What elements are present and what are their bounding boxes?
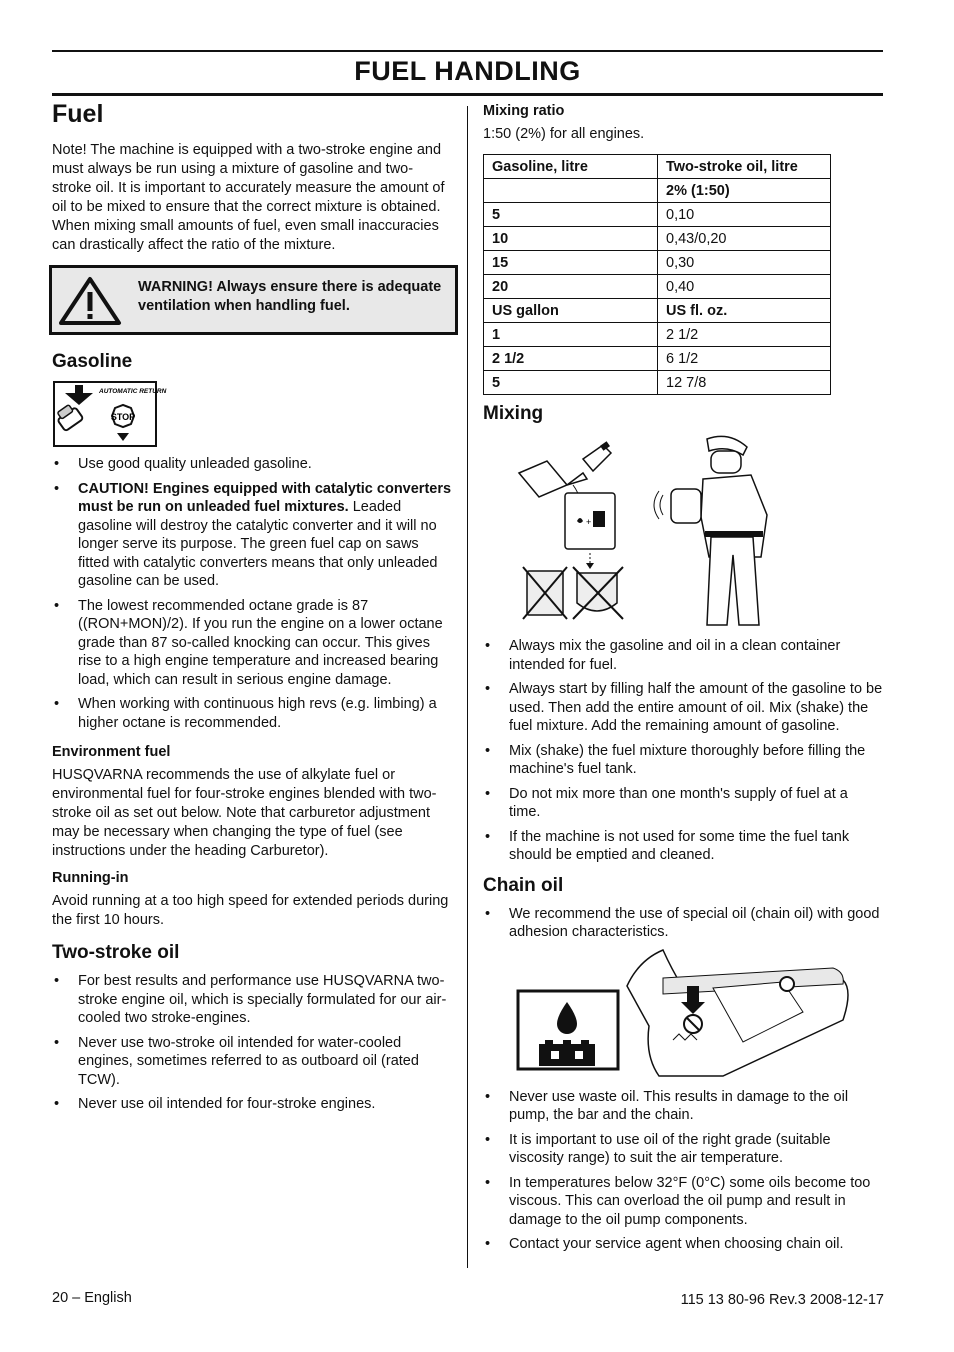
ratio-table-row	[484, 227, 831, 251]
two-stroke-item: • For best results and performance use HUSQVARNA two-stroke engine oil, which is specially formulated for our air-cooled two stroke-engines.	[52, 972, 452, 1028]
gasoline-item: • When working with continuous high revs (e.g. limbing) a higher octane is recommended.	[52, 695, 452, 732]
ratio-oil-cell: 12 7/8	[658, 371, 831, 395]
mixing-item: • If the machine is not used for some time the fuel tank should be emptied and cleaned.	[483, 828, 883, 865]
ratio-gasoline-cell: 5	[484, 203, 658, 227]
fuel-mixing-illustration	[513, 433, 793, 629]
ratio-table-row	[484, 299, 831, 323]
mixing-item: • Always start by filling half the amount of the gasoline to be used. Then add the entire amount of oil. Mix (shake) the fuel mixture. Add the remaining amount of gasoline.	[483, 680, 883, 736]
ratio-oil-cell: 0,43/0,20	[658, 227, 831, 251]
ratio-gasoline-cell: 1	[484, 323, 658, 347]
ratio-gasoline-cell: 5	[484, 371, 658, 395]
ratio-table-row	[484, 179, 831, 203]
two-stroke-item: • Never use two-stroke oil intended for water-cooled engines, sometimes referred to as outboard oil (rated TCW).	[52, 1034, 452, 1090]
chain-oil-item: • It is important to use oil of the right grade (suitable viscosity range) to suit the air temperature.	[483, 1131, 883, 1168]
two-stroke-list	[52, 972, 452, 1114]
chain-oil-item: • Never use waste oil. This results in damage to the oil pump, the bar and the chain.	[483, 1088, 883, 1125]
left-column	[52, 100, 452, 1120]
mixing-item: • Always mix the gasoline and oil in a clean container intended for fuel.	[483, 637, 883, 674]
chain-oil-intro-list	[483, 905, 883, 942]
ratio-table-row	[484, 251, 831, 275]
mixing-item: • Do not mix more than one month's supply of fuel at a time.	[483, 785, 883, 822]
ratio-gasoline-cell: 20	[484, 275, 658, 299]
warning-text: WARNING! Always ensure there is adequate ventilation when handling fuel.	[138, 279, 442, 314]
ratio-gasoline-cell: Gasoline, litre	[484, 155, 658, 179]
chain-oil-symbol-icon	[518, 991, 618, 1069]
fuel-canister-icon	[565, 493, 615, 549]
stop-sign-label: STOP	[110, 412, 136, 422]
ratio-gasoline-cell: 2 1/2	[484, 347, 658, 371]
environment-fuel-heading: Environment fuel	[52, 744, 171, 760]
running-in-heading: Running-in	[52, 870, 129, 886]
chain-oil-illustration	[517, 948, 857, 1078]
svg-text:+: +	[586, 517, 592, 527]
ratio-oil-cell: 6 1/2	[658, 347, 831, 371]
mixing-ratio-table	[483, 154, 831, 395]
warning-box	[49, 265, 458, 335]
ratio-table-row	[484, 323, 831, 347]
top-rule	[52, 50, 883, 52]
mixing-list	[483, 637, 883, 865]
ratio-gasoline-cell	[484, 179, 658, 203]
ratio-oil-cell: 2% (1:50)	[658, 179, 831, 203]
ratio-oil-cell: 0,10	[658, 203, 831, 227]
running-in-text: Avoid running at a too high speed for extended periods during the first 10 hours.	[52, 893, 449, 928]
column-divider	[467, 106, 468, 1268]
footer-page-number: 20 – English	[52, 1290, 132, 1306]
oil-bottle-icon	[583, 441, 611, 471]
ratio-oil-cell: Two-stroke oil, litre	[658, 155, 831, 179]
page-title: FUEL HANDLING	[354, 56, 581, 86]
worker-shaking-canister-illustration	[654, 436, 767, 625]
ratio-gasoline-cell: 10	[484, 227, 658, 251]
ratio-table-row	[484, 203, 831, 227]
footer-document-code: 115 13 80-96 Rev.3 2008-12-17	[680, 1292, 884, 1308]
gasoline-item: • CAUTION! Engines equipped with catalytic converters must be run on unleaded fuel mixtures. Leaded gasoline will destroy the catalytic converter and it will no longer serve its purpose. The green fuel cap on saws fitted with catalytic converters means that only unleaded gasoline can be used.	[52, 480, 452, 591]
mixing-ratio-text: 1:50 (2%) for all engines.	[483, 126, 645, 142]
ratio-table-row	[484, 371, 831, 395]
chain-oil-item: • Contact your service agent when choosing chain oil.	[483, 1235, 883, 1254]
ratio-table-row	[484, 347, 831, 371]
gasoline-item: • The lowest recommended octane grade is 87 ((RON+MON)/2). If you run the engine on a lower octane grade than 87 so-called knocking can occur. This gives rise to a high engine temperature and increased bearing load, which can result in serious engine damage.	[52, 597, 452, 690]
chain-oil-item: • In temperatures below 32°F (0°C) some oils become too viscous. This can overload the oil pump and result in damage to the oil pump components.	[483, 1174, 883, 1230]
chain-oil-intro: • We recommend the use of special oil (chain oil) with good adhesion characteristics.	[483, 905, 883, 942]
chain-oil-heading: Chain oil	[483, 874, 564, 896]
ratio-gasoline-cell: US gallon	[484, 299, 658, 323]
ratio-oil-cell: 0,30	[658, 251, 831, 275]
ratio-oil-cell: US fl. oz.	[658, 299, 831, 323]
two-stroke-item: • Never use oil intended for four-stroke engines.	[52, 1095, 452, 1114]
forbidden-container-icon	[523, 567, 567, 619]
warning-triangle-icon	[58, 276, 122, 326]
ratio-oil-cell: 2 1/2	[658, 323, 831, 347]
gasoline-item: • Use good quality unleaded gasoline.	[52, 455, 452, 474]
ratio-gasoline-cell: 15	[484, 251, 658, 275]
right-column	[483, 103, 883, 1260]
environment-fuel-text: HUSQVARNA recommends the use of alkylate fuel or environmental fuel for four-stroke engines blended with two-stroke oil as set out below. Note that carburetor adjustment may be necessary when changing the type of fuel (see instructions under the heading Carburetor).	[52, 767, 437, 859]
ratio-table-row	[484, 275, 831, 299]
gasoline-list	[52, 455, 452, 732]
automatic-return-label: AUTOMATIC RETURN	[99, 388, 167, 395]
gasoline-heading: Gasoline	[52, 351, 133, 372]
fuel-heading: Fuel	[52, 100, 104, 128]
mixing-item: • Mix (shake) the fuel mixture thoroughly before filling the machine's fuel tank.	[483, 742, 883, 779]
title-underline	[52, 93, 883, 96]
forbidden-bottle-icon	[573, 567, 623, 619]
ratio-table-row	[484, 155, 831, 179]
mixing-ratio-heading: Mixing ratio	[483, 103, 565, 119]
ratio-oil-cell: 0,40	[658, 275, 831, 299]
fuel-cap-stop-icon	[53, 381, 167, 447]
mixing-heading: Mixing	[483, 403, 544, 424]
chain-oil-list	[483, 1088, 883, 1254]
two-stroke-heading: Two-stroke oil	[52, 942, 180, 963]
chainsaw-illustration	[627, 950, 848, 1076]
fuel-note: Note! The machine is equipped with a two-stroke engine and must always be run using a mixture of gasoline and two-stroke oil. It is important to accurately measure the amount of oil to be mixed to ensure that the correct mixture is obtained. When mixing small amounts of fuel, even small inaccuracies can drastically affect the ratio of the mixture.	[52, 142, 445, 253]
